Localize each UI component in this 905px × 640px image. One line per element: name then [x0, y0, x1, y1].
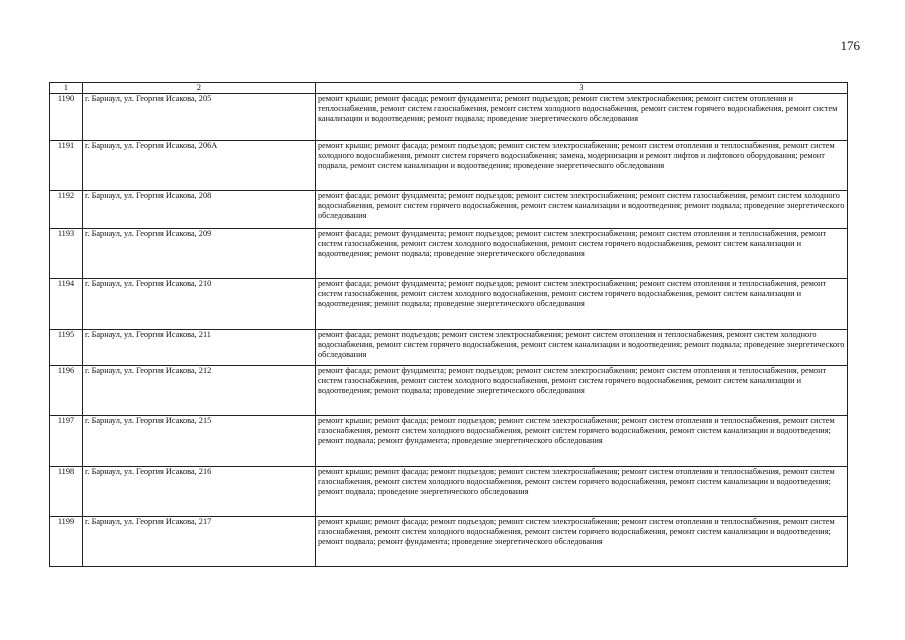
works-table — [49, 82, 848, 567]
row-number: 1198 — [50, 467, 83, 517]
row-address: г. Барнаул, ул. Георгия Исакова, 216 — [83, 467, 316, 517]
row-works: ремонт фасада; ремонт фундамента; ремонт подъездов; ремонт систем электроснабжения; ремонт систем отопления и теплоснабжения, ремонт систем газоснабжения, ремонт систем холодного водоснабжения, ремонт систем горячего водоснабжения, ремонт систем канализации и водоотведения; ремонт подвала; проведение энергетического обследования — [316, 366, 848, 416]
table-row — [50, 330, 848, 366]
table-row — [50, 141, 848, 191]
row-number: 1190 — [50, 94, 83, 141]
column-header-works: 3 — [316, 83, 848, 94]
row-address: г. Барнаул, ул. Георгия Исакова, 217 — [83, 517, 316, 567]
row-works: ремонт крыши; ремонт фасада; ремонт подъездов; ремонт систем электроснабжения; ремонт систем отопления и теплоснабжения, ремонт систем холодного водоснабжения, ремонт систем горячего водоснабжения; замена, модернизация и ремонт лифтов и лифтового оборудования; ремонт подвала, ремонт систем канализации и водоотведения; проведение энергетического обследования — [316, 141, 848, 191]
row-address: г. Барнаул, ул. Георгия Исакова, 211 — [83, 330, 316, 366]
row-number: 1197 — [50, 416, 83, 467]
row-address: г. Барнаул, ул. Георгия Исакова, 210 — [83, 279, 316, 330]
row-number: 1199 — [50, 517, 83, 567]
row-works: ремонт фасада; ремонт фундамента; ремонт подъездов; ремонт систем электроснабжения; ремонт систем газоснабжения, ремонт систем холодного водоснабжения, ремонт систем горячего водоснабжения, ремонт систем канализации и водоотведения; ремонт подвала; проведение энергетического обследования — [316, 191, 848, 229]
row-works: ремонт фасада; ремонт подъездов; ремонт систем электроснабжения; ремонт систем отопления и теплоснабжения, ремонт систем холодного водоснабжения, ремонт систем горячего водоснабжения, ремонт систем канализации и водоотведения; ремонт подвала; проведение энергетического обследования — [316, 330, 848, 366]
row-address: г. Барнаул, ул. Георгия Исакова, 208 — [83, 191, 316, 229]
row-number: 1195 — [50, 330, 83, 366]
table-row — [50, 94, 848, 141]
column-header-address: 2 — [83, 83, 316, 94]
table-row — [50, 467, 848, 517]
row-works: ремонт крыши; ремонт фасада; ремонт подъездов; ремонт систем электроснабжения; ремонт систем отопления и теплоснабжения, ремонт систем газоснабжения, ремонт систем холодного водоснабжения, ремонт систем горячего водоснабжения, ремонт систем канализации и водоотведения; ремонт подвала; ремонт фундамента; проведение энергетического обследования — [316, 416, 848, 467]
table-row — [50, 279, 848, 330]
table-row — [50, 416, 848, 467]
row-address: г. Барнаул, ул. Георгия Исакова, 206А — [83, 141, 316, 191]
table-row — [50, 229, 848, 279]
table-row — [50, 191, 848, 229]
page-number: 176 — [840, 38, 860, 53]
table-header-row — [50, 83, 848, 94]
row-works: ремонт крыши; ремонт фасада; ремонт подъездов; ремонт систем электроснабжения; ремонт систем отопления и теплоснабжения, ремонт систем газоснабжения, ремонт систем холодного водоснабжения, ремонт систем горячего водоснабжения, ремонт систем канализации и водоотведения; ремонт подвала; ремонт фундамента; проведение энергетического обследования — [316, 517, 848, 567]
row-number: 1192 — [50, 191, 83, 229]
row-number: 1193 — [50, 229, 83, 279]
table-row — [50, 517, 848, 567]
row-address: г. Барнаул, ул. Георгия Исакова, 209 — [83, 229, 316, 279]
row-number: 1191 — [50, 141, 83, 191]
row-number: 1196 — [50, 366, 83, 416]
row-address: г. Барнаул, ул. Георгия Исакова, 205 — [83, 94, 316, 141]
row-works: ремонт фасада; ремонт фундамента; ремонт подъездов; ремонт систем электроснабжения; ремонт систем отопления и теплоснабжения, ремонт систем газоснабжения, ремонт систем холодного водоснабжения, ремонт систем горячего водоснабжения, ремонт систем канализации и водоотведения; ремонт подвала; проведение энергетического обследования — [316, 229, 848, 279]
row-works: ремонт крыши; ремонт фасада; ремонт подъездов; ремонт систем электроснабжения; ремонт систем отопления и теплоснабжения, ремонт систем газоснабжения, ремонт систем холодного водоснабжения, ремонт систем горячего водоснабжения, ремонт систем канализации и водоотведения; ремонт подвала; проведение энергетического обследования — [316, 467, 848, 517]
column-header-number: 1 — [50, 83, 83, 94]
row-number: 1194 — [50, 279, 83, 330]
row-address: г. Барнаул, ул. Георгия Исакова, 215 — [83, 416, 316, 467]
table-row — [50, 366, 848, 416]
row-works: ремонт крыши; ремонт фасада; ремонт фундамента; ремонт подъездов; ремонт систем электроснабжения; ремонт систем отопления и теплоснабжения, ремонт систем газоснабжения, ремонт систем холодного водоснабжения, ремонт систем горячего водоснабжения, ремонт систем канализации и водоотведения; ремонт подвала; проведение энергетического обследования — [316, 94, 848, 141]
row-address: г. Барнаул, ул. Георгия Исакова, 212 — [83, 366, 316, 416]
row-works: ремонт фасада; ремонт фундамента; ремонт подъездов; ремонт систем электроснабжения; ремонт систем отопления и теплоснабжения, ремонт систем газоснабжения, ремонт систем холодного водоснабжения, ремонт систем горячего водоснабжения, ремонт систем канализации и водоотведения; ремонт подвала; проведение энергетического обследования — [316, 279, 848, 330]
